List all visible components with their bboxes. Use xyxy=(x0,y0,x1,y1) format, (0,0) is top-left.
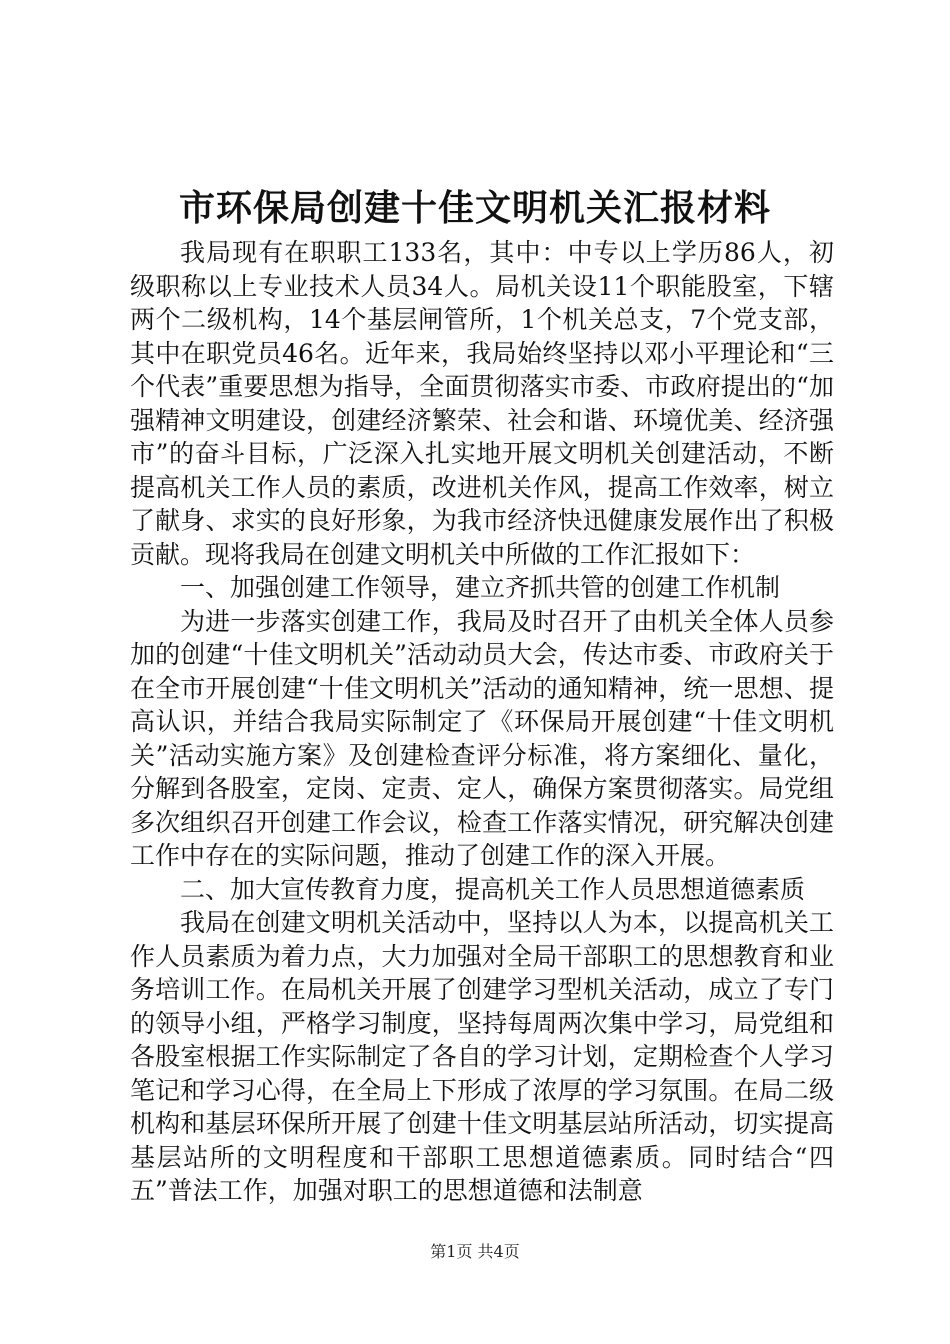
section-heading-2: 二、加大宣传教育力度，提高机关工作人员思想道德素质 xyxy=(180,874,806,904)
intro-paragraph: 我局现有在职职工133名，其中：中专以上学历86人，初级职称以上专业技术人员34人。局机关设11个职能股室，下辖两个二级机构，14个基层闸管所，1个机关总支，7个党支部，其中在职党员46名。近年来，我局始终坚持以邓小平理论和“三个代表”重要思想为指导，全面贯彻落实市委、市政府提出的“加强精神文明建设，创建经济繁荣、社会和谐、环境优美、经济强市”的奋斗目标，广泛深入扎实地开展文明机关创建活动，不断提高机关工作人员的素质，改进机关作风，提高工作效率，树立了献身、求实的良好形象，为我市经济快迅健康发展作出了积极贡献。现将我局在创建文明机关中所做的工作汇报如下： xyxy=(130,238,834,569)
document-body xyxy=(130,236,834,1208)
page-number-footer: 第1页 共4页 xyxy=(430,1242,520,1261)
section-2-paragraph: 我局在创建文明机关活动中，坚持以人为本，以提高机关工作人员素质为着力点，大力加强对全局干部职工的思想教育和业务培训工作。在局机关开展了创建学习型机关活动，成立了专门的领导小组，严格学习制度，坚持每周两次集中学习，局党组和各股室根据工作实际制定了各自的学习计划，定期检查个人学习笔记和学习心得，在全局上下形成了浓厚的学习氛围。在局二级机构和基层环保所开展了创建十佳文明基层站所活动，切实提高基层站所的文明程度和干部职工思想道德素质。同时结合“四五”普法工作，加强对职工的思想道德和法制意 xyxy=(130,908,834,1205)
document-title: 市环保局创建十佳文明机关汇报材料 xyxy=(178,187,771,229)
section-heading-1: 一、加强创建工作领导，建立齐抓共管的创建工作机制 xyxy=(180,573,781,602)
section-1-paragraph: 为进一步落实创建工作，我局及时召开了由机关全体人员参加的创建“十佳文明机关”活动动员大会，传达市委、市政府关于在全市开展创建“十佳文明机关”活动的通知精神，统一思想、提高认识，并结合我局实际制定了《环保局开展创建“十佳文明机关”活动实施方案》及创建检查评分标准，将方案细化、量化，分解到各股室，定岗、定责、定人，确保方案贯彻落实。局党组多次组织召开创建工作会议，检查工作落实情况，研究解决创建工作中存在的实际问题，推动了创建工作的深入开展。 xyxy=(130,606,834,870)
